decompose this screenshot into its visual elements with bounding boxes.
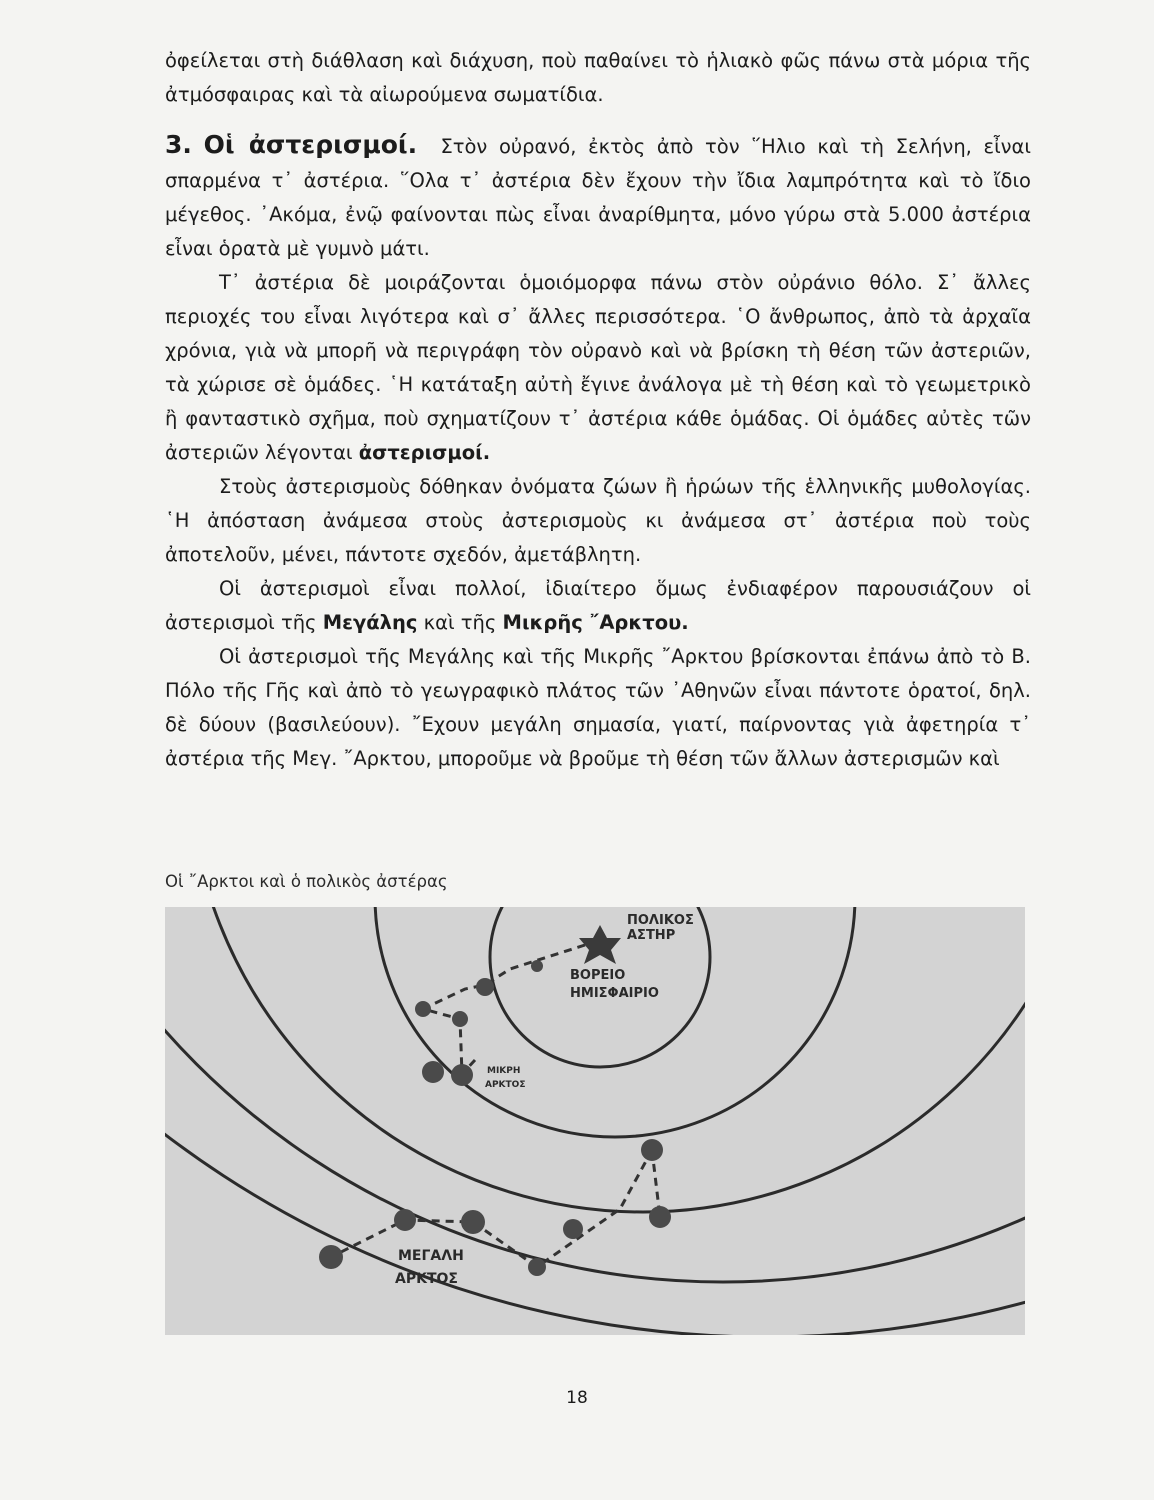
- hemisphere-label-1: ΒΟΡΕΙΟ: [570, 968, 626, 983]
- paragraph-text: Οἱ ἀστερισμοὶ εἶναι πολλοί, ἰδιαίτερο ὅμως ἐνδιαφέρον παρουσιάζουν οἱ ἀστερισμοὶ τῆς: [165, 577, 1031, 634]
- great-bear-label-1: ΜΕΓΑΛΗ: [398, 1248, 464, 1264]
- term-asterismoi: ἀστερισμοί.: [358, 441, 491, 464]
- star: [319, 1245, 343, 1269]
- paragraph-text: καὶ τῆς: [423, 611, 497, 634]
- paragraph-constellations: [165, 128, 1031, 266]
- hemisphere-label-2: ΗΜΙΣΦΑΙΡΙΟ: [570, 986, 659, 1001]
- polar-star-label-1: ΠΟΛΙΚΟΣ: [627, 913, 694, 928]
- section-number: 3.: [165, 130, 192, 159]
- circle-4: [165, 907, 1025, 1282]
- polar-star-icon: [579, 925, 621, 964]
- paragraph-intro: ὀφείλεται στὴ διάθλαση καὶ διάχυση, ποὺ παθαίνει τὸ ἡλιακὸ φῶς πάνω στὰ μόρια τῆς ἀτμόσφαιρας καὶ τὰ αἰωρούμενα σωματίδια.: [165, 49, 1031, 106]
- great-bear-lines: [331, 1150, 652, 1267]
- figure-labels: [395, 913, 694, 1287]
- section-title: Οἱ ἀστερισμοί.: [203, 130, 418, 159]
- term-little-bear: Μικρῆς ῎Αρκτου.: [502, 611, 689, 634]
- figure-caption: Οἱ ῎Αρκτοι καὶ ὁ πολικὸς ἀστέρας: [165, 872, 448, 891]
- paragraph-distribution: [165, 266, 1031, 470]
- star: [563, 1219, 583, 1239]
- star-markers: [319, 960, 671, 1276]
- page-number: 18: [566, 1388, 588, 1408]
- great-bear-label-2: ΑΡΚΤΟΣ: [395, 1271, 458, 1287]
- star: [394, 1209, 416, 1231]
- paragraph-visibility: Οἱ ἀστερισμοὶ τῆς Μεγάλης καὶ τῆς Μικρῆς ῎Αρκτου βρίσκονται ἐπάνω ἀπὸ τὸ Β. Πόλο τῆς Γῆς καὶ ἀπὸ τὸ γεωγραφικὸ πλάτος τῶν ᾿Αθηνῶν εἶναι πάντοτε ὁρατοί, δηλ. δὲ δύουν (βασιλεύουν). ῎Εχουν μεγάλη σημασία, γιατί, παίρνοντας γιὰ ἀφετηρία τ᾿ ἀστέρια τῆς Μεγ. ῎Αρκτου, μποροῦμε νὰ βροῦμε τὴ θέση τῶν ἄλλων ἀστερισμῶν καὶ: [165, 645, 1031, 770]
- star: [531, 960, 543, 972]
- little-bear-label-2: ΑΡΚΤΟΣ: [485, 1080, 526, 1090]
- star: [649, 1206, 671, 1228]
- star: [476, 978, 494, 996]
- paragraph-text: Τ᾿ ἀστέρια δὲ μοιράζονται ὁμοιόμορφα πάνω στὸν οὐράνιο θόλο. Σ᾿ ἄλλες περιοχές του εἶναι λιγότερα καὶ σ᾿ ἄλλες περισσότερα. ῾Ο ἄνθρωπος, ἀπὸ τὰ ἀρχαῖα χρόνια, γιὰ νὰ μπορῆ νὰ περιγράφη τὸν οὐρανὸ καὶ νὰ βρίσκη τὴ θέση τῶν ἀστεριῶν, τὰ χώρισε σὲ ὁμάδες. ῾Η κατάταξη αὐτὴ ἔγινε ἀνάλογα μὲ τὴ θέση καὶ τὸ γεωμετρικὸ ἢ φανταστικὸ σχῆμα, ποὺ σχηματίζουν τ᾿ ἀστέρια κάθε ὁμάδας. Οἱ ὁμάδες αὐτὲς τῶν ἀστεριῶν λέγονται: [165, 271, 1031, 464]
- star: [528, 1258, 546, 1276]
- term-great-bear: Μεγάλης: [322, 611, 418, 634]
- star: [641, 1139, 663, 1161]
- paragraph-text: Στὸν οὐρανό, ἐκτὸς ἀπὸ τὸν ῞Ηλιο καὶ τὴ Σελήνη, εἶναι σπαρμένα τ᾿ ἀστέρια. ῞Ολα τ᾿ ἀστέρια δὲν ἔχουν τὴν ἴδια λαμπρότητα καὶ τὸ ἴδιο μέγεθος. ᾿Ακόμα, ἐνῷ φαίνονται πὼς εἶναι ἀναρίθμητα, μόνο γύρω στὰ 5.000 ἀστέρια εἶναι ὁρατὰ μὲ γυμνὸ μάτι.: [165, 135, 1032, 260]
- polar-star-label-2: ΑΣΤΗΡ: [627, 928, 676, 943]
- star: [422, 1061, 444, 1083]
- little-bear-label-1: ΜΙΚΡΗ: [487, 1066, 521, 1076]
- constellation-diagram: [165, 907, 1025, 1335]
- star: [415, 1001, 431, 1017]
- paragraph-names: Στοὺς ἀστερισμοὺς δόθηκαν ὀνόματα ζώων ἢ ἡρώων τῆς ἑλληνικῆς μυθολογίας. ῾Η ἀπόσταση ἀνάμεσα στοὺς ἀστερισμοὺς κι ἀνάμεσα στ᾿ ἀστέρια ποὺ τοὺς ἀποτελοῦν, μένει, πάντοτε σχεδόν, ἀμετάβλητη.: [165, 475, 1031, 566]
- constellation-figure: [165, 907, 1025, 1335]
- paragraph-bears: [165, 572, 1031, 640]
- star: [451, 1064, 473, 1086]
- star: [461, 1210, 485, 1234]
- star: [452, 1011, 468, 1027]
- body-text: [165, 44, 1031, 776]
